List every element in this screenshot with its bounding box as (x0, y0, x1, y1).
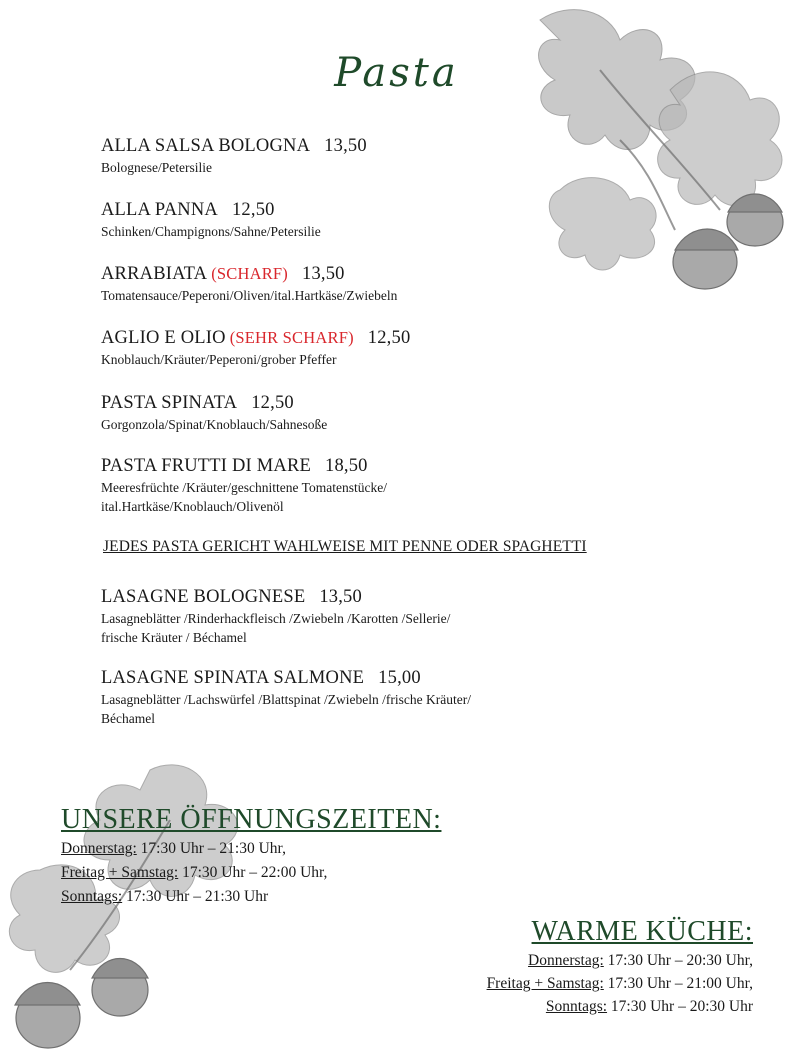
dish-name: PASTA SPINATA (101, 393, 238, 413)
dish-description: Bolognese/Petersilie (101, 160, 212, 175)
day-label: Freitag + Samstag: (61, 864, 179, 881)
dish-name: PASTA FRUTTI DI MARE (101, 456, 311, 476)
dish-heading (101, 666, 471, 690)
dish-price: 12,50 (367, 328, 411, 348)
dish-heading (101, 326, 410, 350)
time-range: 17:30 Uhr – 21:30 Uhr, (136, 840, 286, 857)
dish-price: 13,50 (302, 264, 345, 284)
dish-heading (101, 585, 450, 609)
menu-item (101, 585, 450, 647)
time-range: 17:30 Uhr – 20:30 Uhr, (603, 952, 753, 969)
dish-description: Lasagneblätter /Rinderhackfleisch /Zwiebeln /Karotten /Sellerie/ frische Kräuter / Béchamel (101, 611, 451, 645)
menu-item (101, 326, 410, 369)
page-title: Pasta (334, 50, 459, 96)
opening-hours-line (61, 885, 481, 909)
opening-hours-line (61, 861, 481, 885)
spice-level-label: (SCHARF) (211, 264, 288, 283)
oak-leaf-acorn-illustration (500, 0, 793, 320)
dish-heading (101, 262, 397, 286)
day-label: Sonntags: (545, 998, 608, 1015)
opening-hours (61, 803, 481, 909)
dish-price: 13,50 (324, 136, 367, 156)
menu-item (101, 666, 471, 728)
time-range: 17:30 Uhr – 22:00 Uhr, (178, 864, 328, 881)
dish-name: ALLA SALSA BOLOGNA (101, 136, 311, 156)
dish-description: Tomatensauce/Peperoni/Oliven/ital.Hartkäse/Zwiebeln (101, 288, 398, 303)
dish-heading (101, 454, 387, 478)
time-range: 17:30 Uhr – 20:30 Uhr (607, 998, 753, 1015)
dish-heading (101, 134, 367, 158)
dish-description: Knoblauch/Kräuter/Peperoni/grober Pfeffer (101, 352, 337, 367)
dish-description: Lasagneblätter /Lachswürfel /Blattspinat /Zwiebeln /frische Kräuter/ Béchamel (101, 692, 471, 726)
dish-price: 15,00 (378, 668, 421, 688)
dish-name: ALLA PANNA (101, 200, 218, 220)
day-label: Donnerstag: (61, 840, 137, 857)
menu-item (101, 198, 321, 241)
day-label: Sonntags: (61, 888, 123, 905)
time-range: 17:30 Uhr – 21:00 Uhr, (603, 975, 753, 992)
day-label: Freitag + Samstag: (486, 975, 604, 992)
dish-price: 18,50 (325, 456, 368, 476)
time-range: 17:30 Uhr – 21:30 Uhr (122, 888, 269, 905)
dish-heading (101, 198, 321, 222)
dish-name: LASAGNE SPINATA SALMONE (101, 668, 365, 688)
dish-heading (101, 391, 327, 415)
dish-price: 12,50 (251, 393, 294, 413)
kitchen-hours-line (333, 972, 753, 995)
dish-name: ARRABIATA (101, 264, 208, 284)
kitchen-hours-title: WARME KÜCHE: (531, 916, 753, 947)
dish-description: Meeresfrüchte /Kräuter/geschnittene Tomatenstücke/ ital.Hartkäse/Knoblauch/Olivenöl (101, 480, 387, 514)
opening-hours-title: UNSERE ÖFFNUNGSZEITEN: (61, 804, 442, 835)
dish-name: AGLIO E OLIO (101, 328, 226, 348)
dish-description: Gorgonzola/Spinat/Knoblauch/Sahnesoße (101, 417, 328, 432)
pasta-choice-note: JEDES PASTA GERICHT WAHLWEISE MIT PENNE ODER SPAGHETTI (103, 538, 587, 555)
menu-item (101, 391, 327, 434)
day-label: Donnerstag: (528, 952, 604, 969)
dish-price: 13,50 (319, 587, 362, 607)
kitchen-hours (333, 915, 753, 1018)
kitchen-hours-line (333, 995, 753, 1018)
menu-item (101, 134, 367, 177)
dish-price: 12,50 (231, 200, 275, 220)
opening-hours-line (61, 837, 481, 861)
dish-name: LASAGNE BOLOGNESE (101, 587, 306, 607)
spice-level-label: (SEHR SCHARF) (229, 328, 354, 347)
dish-description: Schinken/Champignons/Sahne/Petersilie (101, 224, 321, 239)
menu-item (101, 454, 387, 516)
kitchen-hours-line (333, 949, 753, 972)
menu-item (101, 262, 397, 305)
